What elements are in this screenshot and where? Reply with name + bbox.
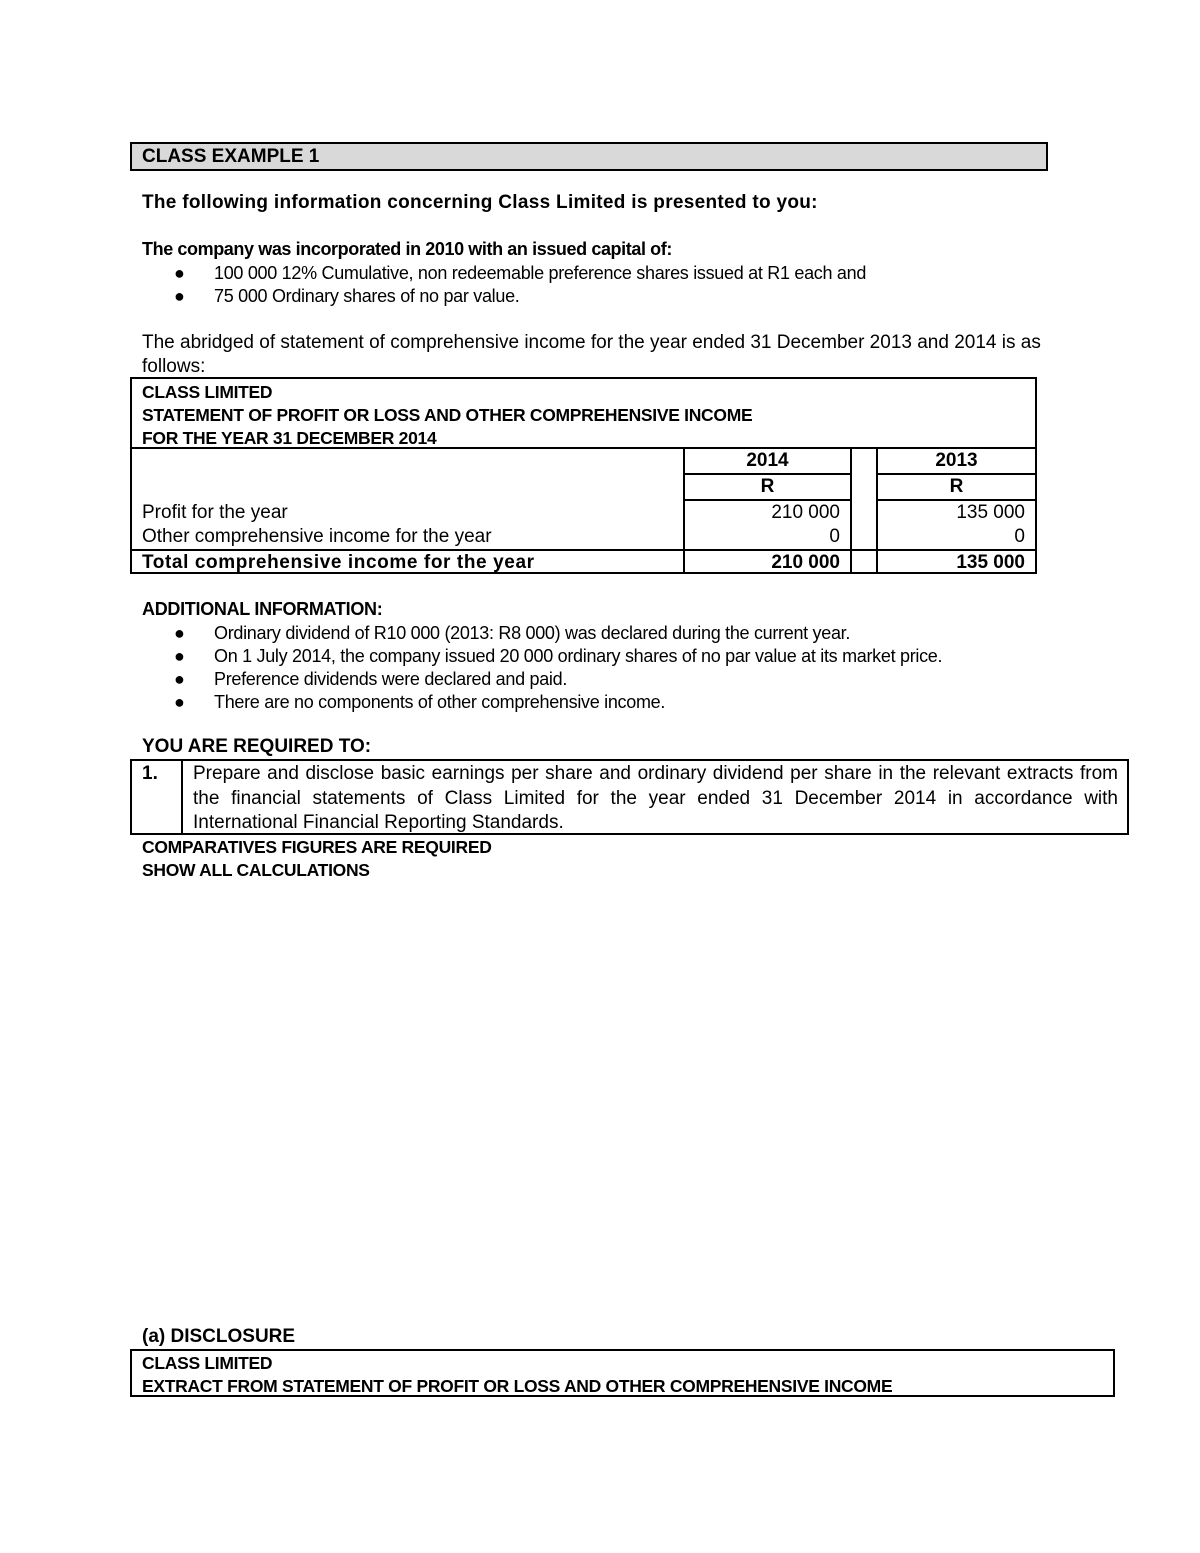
row-label-total: Total comprehensive income for the year bbox=[142, 552, 535, 573]
required-number: 1. bbox=[142, 763, 158, 784]
calculations-note: SHOW ALL CALCULATIONS bbox=[142, 860, 370, 880]
disclosure-heading: (a) DISCLOSURE bbox=[142, 1326, 296, 1347]
statement-heading bbox=[142, 381, 752, 450]
row-label-profit: Profit for the year bbox=[142, 502, 288, 523]
abridged-text: The abridged of statement of comprehensive income for the year ended 31 December 2013 and 2014 is as follows: bbox=[142, 332, 1041, 377]
divider bbox=[850, 447, 852, 574]
column-header-2014: 2014 bbox=[746, 450, 789, 471]
capital-list bbox=[142, 262, 866, 308]
row-value-profit-2014: 210 000 bbox=[771, 502, 840, 523]
incorporation-heading: The company was incorporated in 2010 with an issued capital of: bbox=[142, 239, 672, 259]
required-text: Prepare and disclose basic earnings per share and ordinary dividend per share in the relevant extracts from the financial statements of Class Limited for the year ended 31 December 2014 in accordance with International Financial Reporting Standards. bbox=[193, 763, 1118, 833]
list-item: ● Preference dividends were declared and paid. bbox=[174, 669, 568, 689]
disclosure-company: CLASS LIMITED bbox=[142, 1353, 273, 1373]
bullet-icon: ● bbox=[174, 692, 185, 712]
statement-title: STATEMENT OF PROFIT OR LOSS AND OTHER COMPREHENSIVE INCOME bbox=[142, 405, 753, 425]
required-notes bbox=[142, 836, 492, 882]
bullet-icon: ● bbox=[174, 623, 185, 643]
disclosure-box bbox=[130, 1349, 1115, 1397]
additional-heading: ADDITIONAL INFORMATION: bbox=[142, 599, 383, 619]
list-item: ● There are no components of other comprehensive income. bbox=[174, 692, 666, 712]
row-value-total-2013: 135 000 bbox=[956, 552, 1025, 573]
disclosure-extract: EXTRACT FROM STATEMENT OF PROFIT OR LOSS AND OTHER COMPREHENSIVE INCOME bbox=[142, 1376, 893, 1396]
comparatives-note: COMPARATIVES FIGURES ARE REQUIRED bbox=[142, 837, 492, 857]
row-value-total-2014: 210 000 bbox=[771, 552, 840, 573]
bullet-icon: ● bbox=[174, 669, 185, 689]
currency-2014: R bbox=[760, 476, 775, 497]
income-statement-table bbox=[130, 377, 1037, 574]
row-value-oci-2014: 0 bbox=[829, 526, 840, 547]
bullet-icon: ● bbox=[174, 646, 185, 666]
column-header-2013: 2013 bbox=[935, 450, 978, 471]
row-value-profit-2013: 135 000 bbox=[956, 502, 1025, 523]
row-label-oci: Other comprehensive income for the year bbox=[142, 526, 492, 547]
section-title: CLASS EXAMPLE 1 bbox=[130, 142, 1048, 171]
list-item: ● 100 000 12% Cumulative, non redeemable preference shares issued at R1 each and bbox=[174, 263, 867, 283]
row-value-oci-2013: 0 bbox=[1014, 526, 1025, 547]
divider bbox=[181, 761, 183, 833]
list-item: ● Ordinary dividend of R10 000 (2013: R8 000) was declared during the current year. bbox=[174, 623, 851, 643]
required-heading: YOU ARE REQUIRED TO: bbox=[142, 736, 372, 757]
bullet-icon: ● bbox=[174, 263, 185, 283]
required-box bbox=[130, 759, 1129, 835]
currency-2013: R bbox=[949, 476, 964, 497]
statement-company: CLASS LIMITED bbox=[142, 382, 273, 402]
additional-list bbox=[142, 622, 942, 714]
list-item: ● On 1 July 2014, the company issued 20 000 ordinary shares of no par value at its market price. bbox=[174, 646, 943, 666]
statement-period: FOR THE YEAR 31 DECEMBER 2014 bbox=[142, 428, 437, 448]
bullet-icon: ● bbox=[174, 286, 185, 306]
list-item: ● 75 000 Ordinary shares of no par value. bbox=[174, 286, 520, 306]
intro-text: The following information concerning Class Limited is presented to you: bbox=[142, 192, 818, 213]
